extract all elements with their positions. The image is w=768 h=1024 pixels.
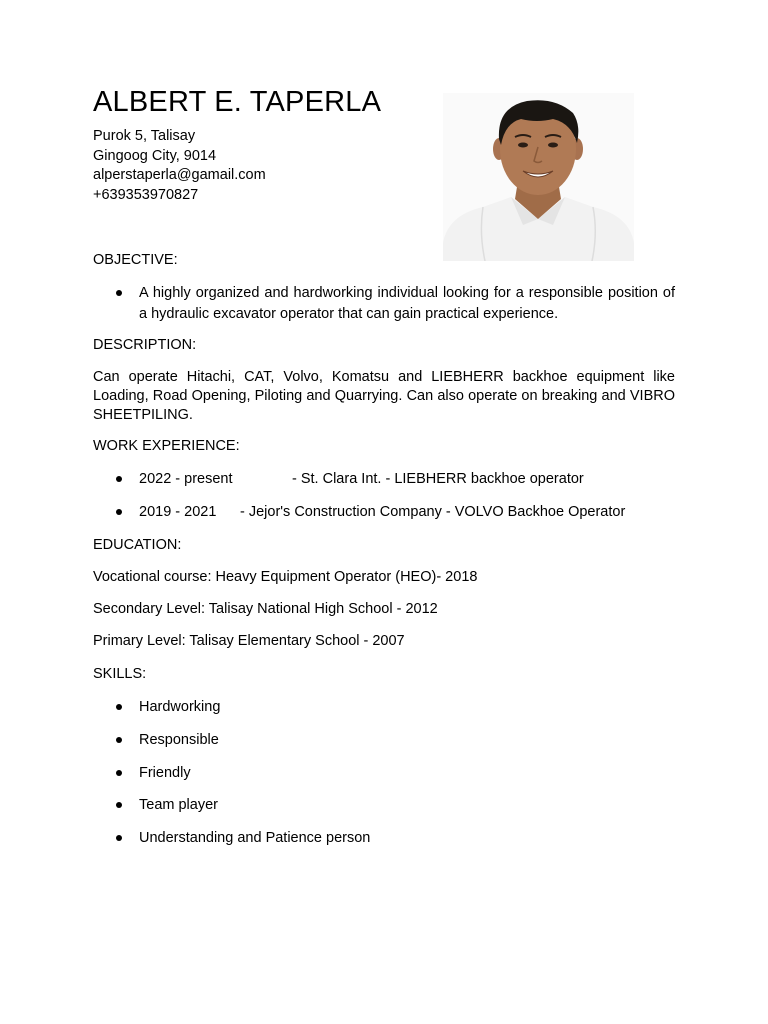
work-detail: - St. Clara Int. - LIEBHERR backhoe operator: [292, 471, 584, 487]
work-detail: - Jejor's Construction Company - VOLVO Backhoe Operator: [240, 504, 626, 520]
education-heading: EDUCATION:: [93, 537, 182, 553]
work-period: 2019 - 2021: [139, 504, 217, 520]
bullet-dot-icon: [116, 770, 122, 776]
bullet-dot-icon: [116, 802, 122, 808]
skill-text: Responsible: [139, 732, 219, 748]
bullet-dot-icon: [116, 290, 122, 296]
objective-heading: OBJECTIVE:: [93, 252, 178, 268]
bullet-dot-icon: [116, 476, 122, 482]
bullet-dot-icon: [116, 835, 122, 841]
skill-text: Understanding and Patience person: [139, 830, 371, 846]
work-item-line: [139, 502, 625, 523]
work-item-line: [139, 469, 584, 490]
applicant-name: ALBERT E. TAPERLA: [93, 86, 382, 118]
skill-text: Hardworking: [139, 699, 221, 715]
skills-heading: SKILLS:: [93, 666, 147, 682]
address-line-2: Gingoog City, 9014: [93, 147, 217, 164]
education-entry: Vocational course: Heavy Equipment Operator (HEO)- 2018: [93, 569, 478, 585]
description-heading: DESCRIPTION:: [93, 337, 197, 353]
objective-text: A highly organized and hardworking individual looking for a responsible position of a hydraulic excavator operator that can gain practical experience.: [139, 285, 675, 322]
skill-text: Team player: [139, 797, 218, 813]
education-entry: Primary Level: Talisay Elementary School - 2007: [93, 633, 405, 649]
work-experience-heading: WORK EXPERIENCE:: [93, 438, 240, 454]
education-entry: Secondary Level: Talisay National High School - 2012: [93, 601, 438, 617]
skill-text: Friendly: [139, 765, 191, 781]
description-text: Can operate Hitachi, CAT, Volvo, Komatsu and LIEBHERR backhoe equipment like Loading, Road Opening, Piloting and Quarrying. Can also operate on breaking and VIBRO SHEETPILING.: [93, 369, 675, 423]
contact-block: [93, 127, 266, 205]
bullet-dot-icon: [116, 737, 122, 743]
address-line-1: Purok 5, Talisay: [93, 128, 196, 144]
email-address: alperstaperla@gamail.com: [93, 167, 266, 183]
applicant-photo: [443, 93, 634, 261]
work-period: 2022 - present: [139, 471, 233, 487]
bullet-dot-icon: [116, 509, 122, 515]
bullet-dot-icon: [116, 704, 122, 710]
phone-number: +639353970827: [93, 186, 199, 203]
